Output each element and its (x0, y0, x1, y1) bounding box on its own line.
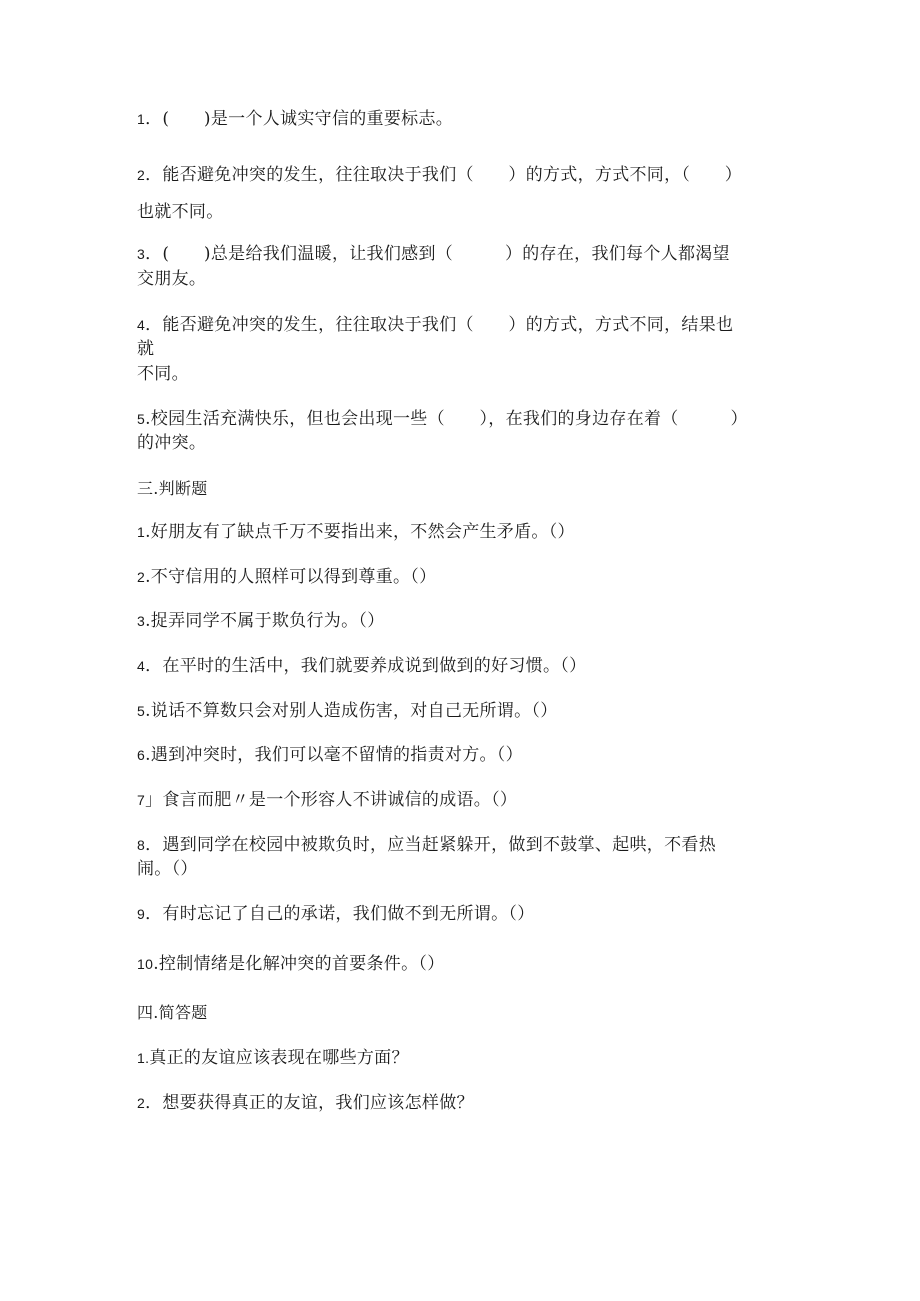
question-number: 3 (137, 246, 146, 262)
question-text: ．( )是一个人诚实守信的重要标志。 (145, 109, 454, 129)
tf-q4 (137, 655, 586, 677)
question-number: 1 (137, 524, 146, 540)
question-number: 1 (137, 111, 146, 127)
fill-q3-line2 (137, 268, 206, 290)
question-text: .校园生活充满快乐，但也会出现一些（ ），在我们的身边存在着（ ） (145, 409, 748, 429)
question-text-continued: 不同。 (137, 364, 189, 384)
question-number: 1. (137, 1050, 150, 1066)
tf-q3 (137, 610, 385, 632)
question-number: 9 (137, 906, 146, 922)
question-text: .说话不算数只会对别人造成伤害，对自己无所谓。（） (145, 701, 558, 721)
sa-q2 (137, 1092, 474, 1114)
question-text-continued: 也就不同。 (137, 202, 224, 222)
question-text: .控制情绪是化解冲突的首要条件。（） (153, 954, 445, 974)
fill-q3-line1 (137, 243, 730, 265)
question-text: .不守信用的人照样可以得到尊重。（） (145, 567, 437, 587)
question-text-continued: 的冲突。 (137, 433, 207, 453)
sa-q1 (137, 1047, 409, 1069)
section-4-heading: 四.简答题 (137, 1003, 208, 1022)
question-text: ．能否避免冲突的发生，往往取决于我们（ ）的方式，方式不同，结果也 (145, 315, 734, 335)
fill-q5-line1 (137, 408, 748, 430)
question-number: 8 (137, 837, 146, 853)
section-3-heading: 三.判断题 (137, 479, 208, 498)
question-text: ．( )总是给我们温暖，让我们感到（ ）的存在，我们每个人都渴望 (145, 244, 730, 264)
question-number: 7 (137, 792, 146, 808)
fill-q2-line2 (137, 201, 224, 223)
question-text: .捉弄同学不属于欺负行为。（） (145, 611, 385, 631)
question-number: 5 (137, 703, 146, 719)
question-text-continued: 交朋友。 (137, 269, 207, 289)
question-number: 4 (137, 317, 146, 333)
tf-q2 (137, 566, 436, 588)
tf-q8-line2 (137, 858, 198, 880)
question-text: 真正的友谊应该表现在哪些方面？ (149, 1048, 409, 1068)
tf-q1 (137, 521, 575, 543)
question-text: 」食言而肥〃是一个形容人不讲诚信的成语。（） (145, 790, 518, 810)
question-text: ．遇到同学在校园中被欺负时，应当赶紧躲开，做到不鼓掌、起哄，不看热 (145, 835, 716, 855)
question-text: ．有时忘记了自己的承诺，我们做不到无所谓。（） (145, 904, 535, 924)
fill-q2-line1 (137, 164, 742, 186)
tf-q8-line1 (137, 834, 716, 856)
question-text: ．在平时的生活中，我们就要养成说到做到的好习惯。（） (145, 656, 587, 676)
fill-q4-line1 (137, 314, 733, 336)
question-number: 2 (137, 1095, 146, 1111)
question-text-continued: 就 (137, 339, 155, 359)
tf-q6 (137, 744, 523, 766)
question-text: .好朋友有了缺点千万不要指出来，不然会产生矛盾。（） (145, 522, 575, 542)
question-number: 5 (137, 411, 146, 427)
fill-q1-line1 (137, 108, 453, 130)
tf-q9 (137, 903, 535, 925)
question-number: 4 (137, 658, 146, 674)
question-number: 2 (137, 167, 146, 183)
tf-q5 (137, 700, 558, 722)
question-number: 2 (137, 569, 146, 585)
question-text: ．能否避免冲突的发生，往往取决于我们（ ）的方式，方式不同，（ ） (145, 165, 743, 185)
fill-q5-line2 (137, 432, 206, 454)
fill-q4-line2 (137, 338, 154, 360)
question-number: 3 (137, 613, 146, 629)
question-text-continued: 闹。（） (137, 859, 198, 879)
tf-q10 (137, 953, 445, 975)
fill-q4-line3 (137, 363, 189, 385)
tf-q7 (137, 789, 517, 811)
question-number: 10 (137, 956, 154, 972)
question-number: 6 (137, 747, 146, 763)
question-text: ．想要获得真正的友谊，我们应该怎样做？ (145, 1093, 474, 1113)
question-text: .遇到冲突时，我们可以毫不留情的指责对方。（） (145, 745, 523, 765)
